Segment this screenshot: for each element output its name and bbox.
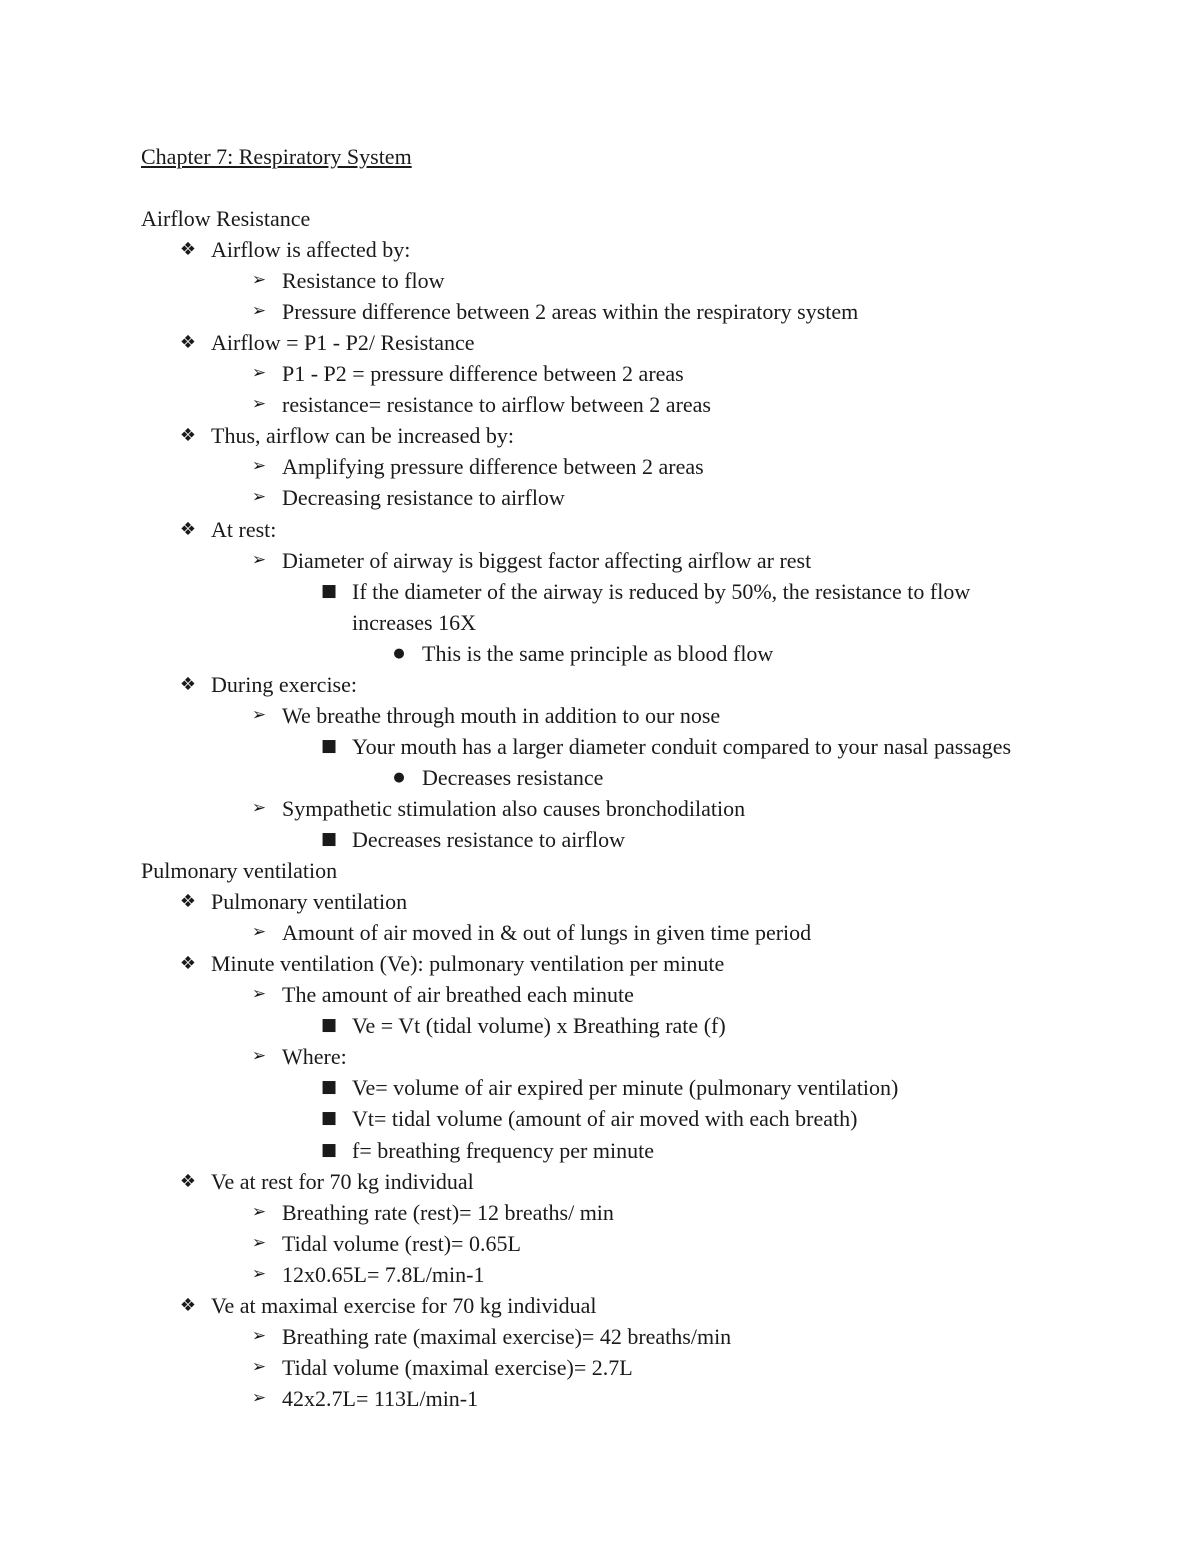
list-item-text: If the diameter of the airway is reduced by 50%, the resistance to flow	[352, 578, 971, 604]
arrow-bullet-icon: ➢	[251, 1046, 267, 1067]
list-item	[251, 1197, 614, 1228]
diamond-bullet-icon: ❖	[179, 953, 197, 975]
list-item-text: The amount of air breathed each minute	[282, 982, 634, 1008]
list-item-text: Diameter of airway is biggest factor affecting airflow ar rest	[282, 547, 812, 573]
list-item-text: resistance= resistance to airflow between 2 areas	[282, 392, 711, 418]
arrow-bullet-icon: ➢	[251, 1232, 267, 1253]
list-item-text: Minute ventilation (Ve): pulmonary ventilation per minute	[211, 951, 725, 977]
diamond-bullet-icon: ❖	[179, 1294, 197, 1316]
list-item-text: Sympathetic stimulation also causes bronchodilation	[282, 795, 746, 821]
list-item-text: We breathe through mouth in addition to our nose	[282, 702, 721, 728]
list-item	[251, 296, 859, 327]
list-item	[251, 1383, 479, 1414]
square-bullet-icon: ■	[320, 1015, 338, 1036]
list-item-text: 42x2.7L= 113L/min-1	[282, 1385, 479, 1411]
list-item-text: Tidal volume (rest)= 0.65L	[282, 1230, 521, 1256]
arrow-bullet-icon: ➢	[251, 363, 267, 384]
diamond-bullet-icon: ❖	[179, 673, 197, 695]
list-item	[251, 1259, 485, 1290]
list-item-text: Pulmonary ventilation	[211, 889, 408, 915]
list-item	[320, 824, 626, 855]
list-item-text: During exercise:	[211, 671, 357, 697]
square-bullet-icon: ■	[320, 580, 338, 601]
arrow-bullet-icon: ➢	[251, 301, 267, 322]
list-item	[352, 607, 476, 638]
list-item	[179, 886, 408, 917]
dot-bullet-icon: ●	[393, 645, 405, 661]
list-item	[320, 731, 1012, 762]
diamond-bullet-icon: ❖	[179, 332, 197, 354]
page-title: Chapter 7: Respiratory System	[141, 144, 412, 169]
diamond-bullet-icon: ❖	[179, 891, 197, 913]
arrow-bullet-icon: ➢	[251, 549, 267, 570]
arrow-bullet-icon: ➢	[251, 1387, 267, 1408]
square-bullet-icon: ■	[320, 1108, 338, 1129]
arrow-bullet-icon: ➢	[251, 1356, 267, 1377]
list-item-text: Pulmonary ventilation	[141, 858, 338, 884]
arrow-bullet-icon: ➢	[251, 797, 267, 818]
list-item	[251, 1041, 347, 1072]
section-heading	[141, 203, 310, 234]
arrow-bullet-icon: ➢	[251, 922, 267, 943]
list-item-text: At rest:	[211, 516, 277, 542]
dot-bullet-icon: ●	[393, 769, 405, 785]
list-item-text: Resistance to flow	[282, 268, 445, 294]
list-item-text: Breathing rate (maximal exercise)= 42 breaths/min	[282, 1323, 732, 1349]
list-item	[251, 265, 445, 296]
list-item-text: Decreases resistance	[422, 764, 604, 790]
list-item	[320, 1010, 726, 1041]
list-item	[179, 420, 514, 451]
list-item-text: Pressure difference between 2 areas within the respiratory system	[282, 299, 859, 325]
list-item	[251, 1228, 521, 1259]
list-item-text: Amount of air moved in & out of lungs in given time period	[282, 920, 812, 946]
list-item-text: Tidal volume (maximal exercise)= 2.7L	[282, 1354, 633, 1380]
arrow-bullet-icon: ➢	[251, 1263, 267, 1284]
list-item	[179, 669, 357, 700]
square-bullet-icon: ■	[320, 829, 338, 849]
list-item-text: Amplifying pressure difference between 2 areas	[282, 454, 704, 480]
section-heading	[141, 855, 337, 886]
arrow-bullet-icon: ➢	[251, 394, 267, 415]
list-item-text: Decreasing resistance to airflow	[282, 485, 565, 511]
list-item	[251, 451, 704, 482]
list-item-text: Decreases resistance to airflow	[352, 827, 626, 852]
list-item	[179, 234, 411, 265]
list-item-text: Vt= tidal volume (amount of air moved with each breath)	[352, 1106, 858, 1132]
list-item-text: Thus, airflow can be increased by:	[211, 423, 514, 449]
diamond-bullet-icon: ❖	[179, 518, 197, 540]
list-item-text: P1 - P2 = pressure difference between 2 areas	[282, 361, 684, 387]
list-item	[251, 700, 721, 731]
list-item	[179, 514, 277, 545]
diamond-bullet-icon: ❖	[179, 1170, 197, 1192]
arrow-bullet-icon: ➢	[251, 1325, 267, 1346]
list-item	[179, 1166, 474, 1197]
list-item	[320, 1072, 899, 1103]
list-item-text: Ve = Vt (tidal volume) x Breathing rate (f)	[352, 1013, 726, 1039]
diamond-bullet-icon: ❖	[179, 239, 197, 261]
arrow-bullet-icon: ➢	[251, 984, 267, 1005]
list-item-text: f= breathing frequency per minute	[352, 1137, 654, 1163]
list-item	[179, 948, 725, 979]
list-item	[251, 358, 684, 389]
list-item	[251, 1352, 633, 1383]
list-item-text: Airflow = P1 - P2/ Resistance	[211, 330, 475, 356]
list-item-text: Your mouth has a larger diameter conduit compared to your nasal passages	[352, 733, 1012, 759]
list-item-text: Ve at maximal exercise for 70 kg individual	[211, 1292, 597, 1318]
list-item	[251, 482, 565, 513]
list-item-text: Breathing rate (rest)= 12 breaths/ min	[282, 1199, 614, 1225]
arrow-bullet-icon: ➢	[251, 270, 267, 291]
list-item-text: Ve= volume of air expired per minute (pulmonary ventilation)	[352, 1075, 899, 1101]
list-item-text: This is the same principle as blood flow	[422, 640, 774, 666]
list-item	[251, 979, 634, 1010]
arrow-bullet-icon: ➢	[251, 487, 267, 508]
list-item	[251, 545, 812, 576]
list-item	[251, 793, 746, 824]
list-item	[251, 389, 711, 420]
list-item-text: Ve at rest for 70 kg individual	[211, 1168, 474, 1194]
list-item	[393, 638, 774, 669]
list-item-text: Airflow Resistance	[141, 206, 311, 231]
list-item	[393, 762, 604, 793]
list-item	[251, 1321, 732, 1352]
arrow-bullet-icon: ➢	[251, 456, 267, 477]
square-bullet-icon: ■	[320, 735, 338, 756]
diamond-bullet-icon: ❖	[179, 425, 197, 447]
list-item-text: Airflow is affected by:	[211, 237, 411, 263]
list-item-text: 12x0.65L= 7.8L/min-1	[282, 1261, 485, 1287]
square-bullet-icon: ■	[320, 1077, 338, 1098]
list-item-text: Where:	[282, 1044, 347, 1070]
list-item-text: increases 16X	[352, 609, 477, 635]
square-bullet-icon: ■	[320, 1139, 338, 1160]
list-item	[320, 576, 971, 607]
arrow-bullet-icon: ➢	[251, 704, 267, 725]
list-item	[179, 1290, 597, 1321]
arrow-bullet-icon: ➢	[251, 1201, 267, 1222]
list-item	[320, 1135, 654, 1166]
list-item	[320, 1103, 858, 1134]
list-item	[179, 327, 475, 358]
list-item	[251, 917, 812, 948]
